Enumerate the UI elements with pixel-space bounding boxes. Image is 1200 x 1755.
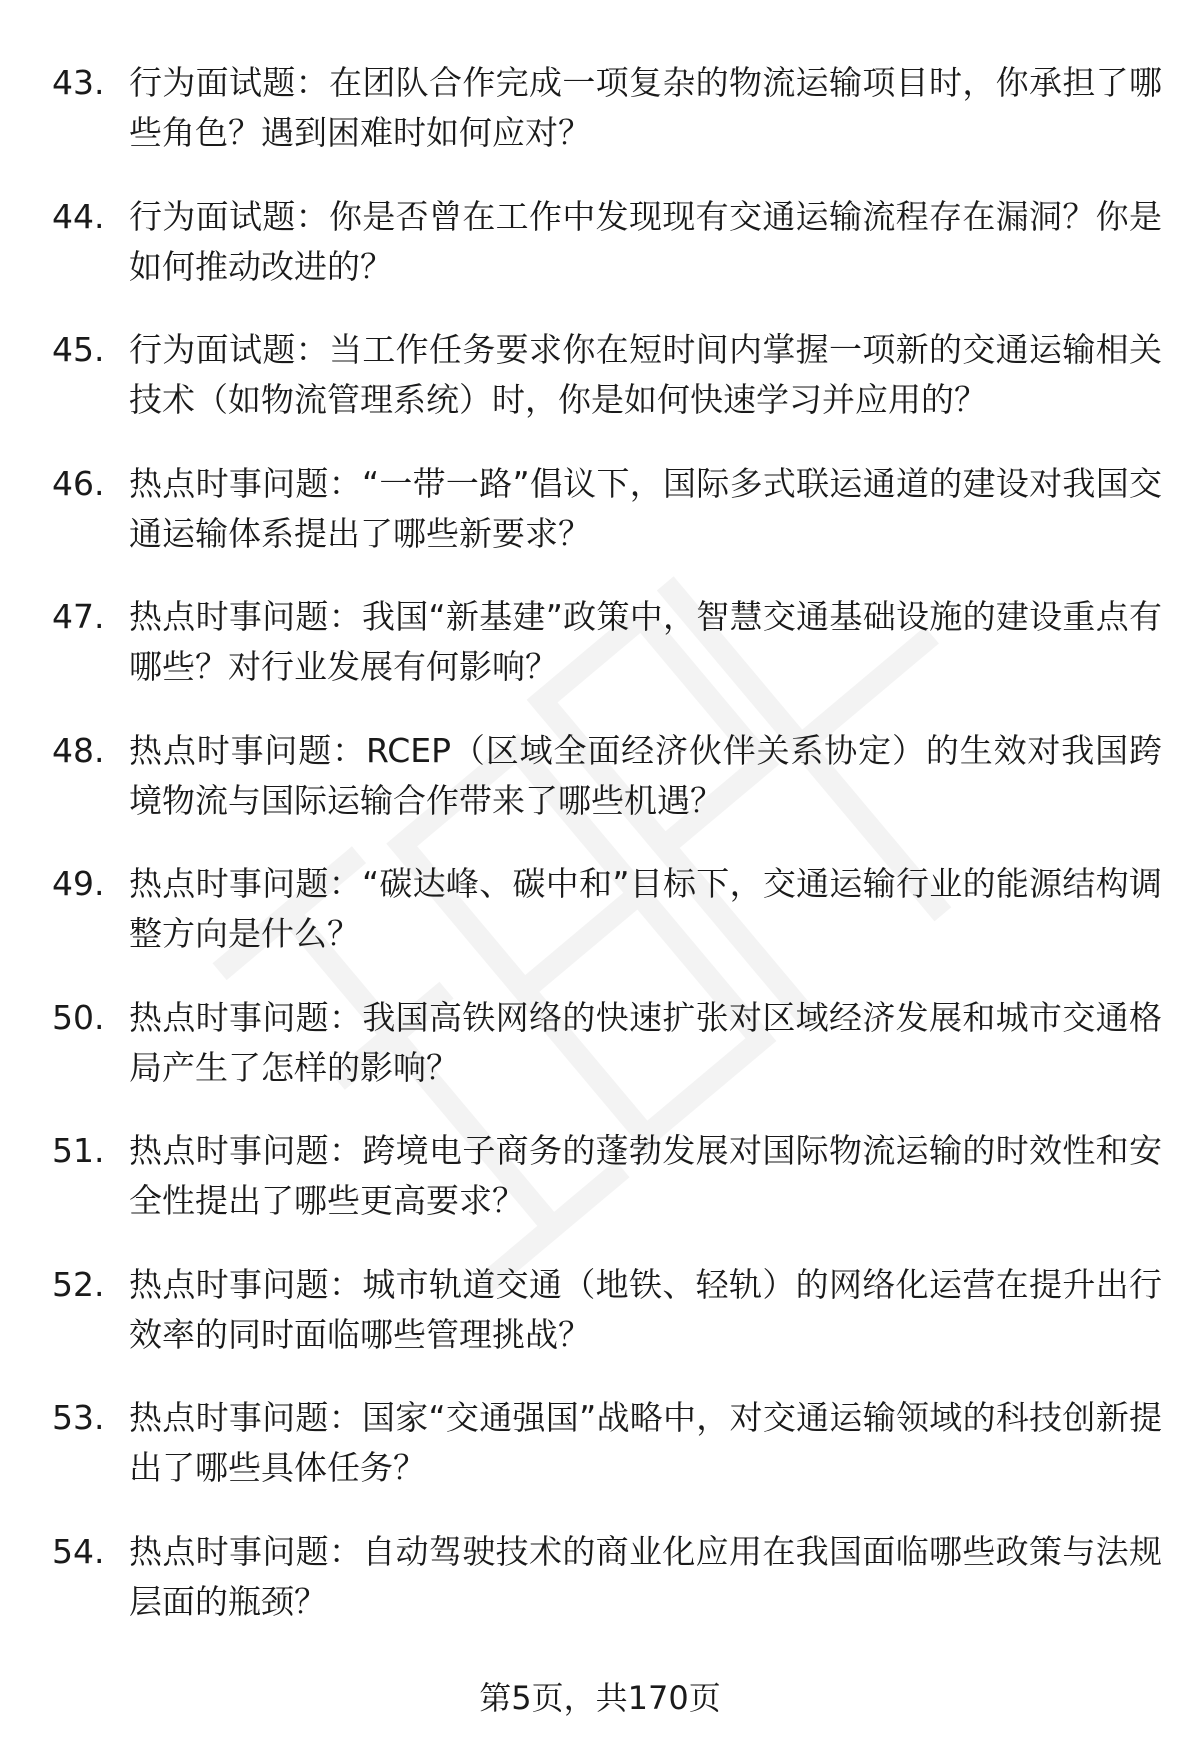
question-number: 44. bbox=[52, 196, 105, 236]
question-item bbox=[0, 58, 1200, 158]
question-item bbox=[0, 1527, 1200, 1627]
question-number: 53. bbox=[52, 1398, 105, 1437]
question-item bbox=[0, 459, 1200, 559]
question-item bbox=[0, 325, 1200, 425]
question-text: 热点时事问题：我国高铁网络的快速扩张对区域经济发展和城市交通格局产生了怎样的影响？ bbox=[129, 997, 1162, 1087]
question-item bbox=[0, 592, 1200, 692]
question-number: 52. bbox=[52, 1264, 105, 1304]
question-text: 热点时事问题：“碳达峰、碳中和”目标下，交通运输行业的能源结构调整方向是什么？ bbox=[129, 864, 1162, 953]
question-item bbox=[0, 1126, 1200, 1226]
question-number: 48. bbox=[52, 730, 105, 770]
question-text: 行为面试题：你是否曾在工作中发现现有交通运输流程存在漏洞？你是如何推动改进的？ bbox=[129, 196, 1162, 286]
question-number: 54. bbox=[52, 1531, 105, 1571]
question-number: 43. bbox=[52, 63, 105, 102]
question-item bbox=[0, 1393, 1200, 1493]
question-item bbox=[0, 1260, 1200, 1360]
question-number: 45. bbox=[52, 330, 105, 369]
question-number: 49. bbox=[52, 864, 105, 903]
question-text: 行为面试题：在团队合作完成一项复杂的物流运输项目时，你承担了哪些角色？遇到困难时如何应对？ bbox=[129, 63, 1162, 152]
question-number: 50. bbox=[52, 997, 105, 1037]
question-text: 热点时事问题：“一带一路”倡议下，国际多式联运通道的建设对我国交通运输体系提出了哪些新要求？ bbox=[129, 463, 1162, 553]
question-text: 热点时事问题：国家“交通强国”战略中，对交通运输领域的科技创新提出了哪些具体任务？ bbox=[129, 1398, 1162, 1487]
question-item bbox=[0, 993, 1200, 1093]
question-item bbox=[0, 192, 1200, 292]
question-text: 行为面试题：当工作任务要求你在短时间内掌握一项新的交通运输相关技术（如物流管理系统）时，你是如何快速学习并应用的？ bbox=[129, 330, 1162, 419]
question-item bbox=[0, 726, 1200, 826]
question-text: 热点时事问题：自动驾驶技术的商业化应用在我国面临哪些政策与法规层面的瓶颈？ bbox=[129, 1531, 1162, 1621]
page-number-footer: 第5页，共170页 bbox=[479, 1679, 721, 1717]
question-number: 47. bbox=[52, 597, 105, 636]
question-text: 热点时事问题：城市轨道交通（地铁、轻轨）的网络化运营在提升出行效率的同时面临哪些管理挑战？ bbox=[129, 1264, 1162, 1354]
question-number: 46. bbox=[52, 463, 105, 503]
question-text: 热点时事问题：我国“新基建”政策中，智慧交通基础设施的建设重点有哪些？对行业发展有何影响？ bbox=[129, 597, 1162, 686]
question-text: 热点时事问题：RCEP（区域全面经济伙伴关系协定）的生效对我国跨境物流与国际运输合作带来了哪些机遇？ bbox=[129, 730, 1162, 820]
question-list bbox=[0, 58, 1200, 1660]
question-number: 51. bbox=[52, 1131, 105, 1170]
question-text: 热点时事问题：跨境电子商务的蓬勃发展对国际物流运输的时效性和安全性提出了哪些更高要求？ bbox=[129, 1131, 1162, 1220]
question-item bbox=[0, 859, 1200, 959]
